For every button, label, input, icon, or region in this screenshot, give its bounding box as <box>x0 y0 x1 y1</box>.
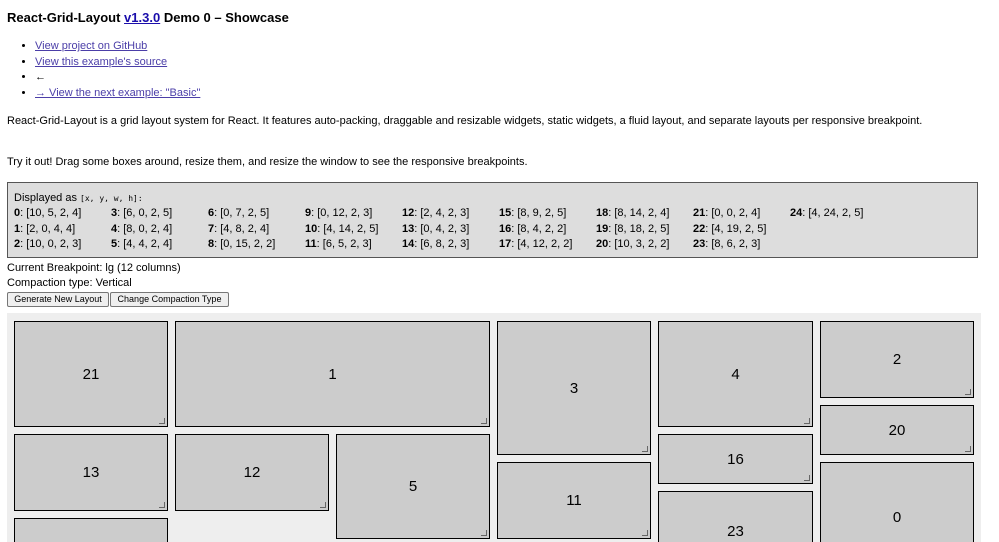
layout-entry <box>14 223 75 235</box>
layout-entry-id: 5 <box>111 238 118 250</box>
layout-entry-id: 19 <box>596 222 609 235</box>
layout-entry <box>693 207 760 219</box>
layout-display <box>7 182 978 258</box>
layout-entry-value: [0, 12, 2, 3] <box>317 207 373 219</box>
grid-item[interactable] <box>497 462 651 539</box>
link-item-next <box>35 86 200 102</box>
grid-item[interactable] <box>820 462 974 542</box>
grid-item[interactable] <box>820 321 974 398</box>
layout-entry-id: 11 <box>305 238 317 250</box>
layout-entry-id: 18 <box>596 207 609 219</box>
layout-entry-separator: : <box>214 207 221 219</box>
layout-entry <box>790 207 863 219</box>
next-example-link[interactable]: → View the next example: "Basic" <box>35 86 201 99</box>
layout-entry-value: [8, 6, 2, 3] <box>711 238 761 250</box>
layout-entry-separator: : <box>802 207 809 219</box>
layout-entry <box>693 238 760 250</box>
layout-entry-id: 12 <box>402 207 415 219</box>
layout-entry-id: 21 <box>693 207 706 219</box>
layout-entry-id: 20 <box>596 238 609 250</box>
layout-entry-value: [0, 7, 2, 5] <box>220 207 270 219</box>
generate-layout-button[interactable]: Generate New Layout <box>7 292 109 307</box>
resize-handle-icon[interactable] <box>159 418 165 424</box>
layout-entry-separator: : <box>608 222 615 235</box>
grid-item[interactable] <box>658 434 813 484</box>
layout-entry-separator: : <box>705 222 712 235</box>
grid-item[interactable] <box>175 321 490 427</box>
layout-entry-id: 10 <box>305 222 318 235</box>
layout-entry-separator: : <box>511 207 518 219</box>
layout-entry <box>499 207 566 219</box>
layout-entry-separator: : <box>316 238 323 250</box>
layout-entry <box>14 207 81 219</box>
layout-entry-separator: : <box>117 222 124 235</box>
layout-entry-id: 24 <box>790 207 803 219</box>
layout-entry-value: [8, 0, 2, 4] <box>123 222 173 235</box>
layout-entry <box>208 207 269 219</box>
layout-entry <box>596 223 669 235</box>
layout-entry-value: [8, 14, 2, 4] <box>614 207 670 219</box>
layout-entry-separator: : <box>117 207 124 219</box>
layout-entry-id: 1 <box>14 222 21 235</box>
layout-entry-value: [4, 8, 2, 4] <box>220 222 270 235</box>
grid-item-label: 13 <box>82 464 100 481</box>
layout-entry-value: [10, 5, 2, 4] <box>26 207 82 219</box>
grid-item[interactable] <box>336 434 490 539</box>
layout-entry <box>208 238 275 250</box>
layout-entry <box>111 238 172 250</box>
source-link[interactable]: View this example's source <box>35 55 168 68</box>
try-it-text: Try it out! Drag some boxes around, resize them, and resize the window to see the responsive breakpoints. <box>7 156 528 168</box>
version-link[interactable]: v1.3.0 <box>124 10 161 25</box>
grid-item[interactable] <box>820 405 974 455</box>
layout-entry-separator: : <box>317 222 324 235</box>
layout-entry-value: [10, 3, 2, 2] <box>614 238 670 250</box>
layout-entry-value: [6, 8, 2, 3] <box>420 238 470 250</box>
link-item-github <box>35 39 200 55</box>
resize-handle-icon[interactable] <box>481 418 487 424</box>
layout-entry-separator: : <box>20 222 27 235</box>
layout-entry-value: [4, 19, 2, 5] <box>711 222 767 235</box>
layout-entry <box>693 223 766 235</box>
layout-entry-value: [0, 4, 2, 3] <box>420 222 470 235</box>
layout-entry-value: [10, 0, 2, 3] <box>26 238 82 250</box>
layout-entry <box>402 238 469 250</box>
layout-entry-id: 13 <box>402 222 415 235</box>
layout-entry-separator: : <box>20 207 27 219</box>
layout-entry-separator: : <box>214 238 221 250</box>
layout-entry-id: 17 <box>499 238 512 250</box>
layout-format: [x, y, w, h]: <box>80 194 143 203</box>
layout-entry <box>305 238 372 250</box>
layout-heading-text: Displayed as <box>14 192 77 204</box>
grid-item-label: 23 <box>727 522 744 540</box>
layout-entry-separator: : <box>608 238 615 250</box>
layout-entry <box>305 207 372 219</box>
previous-link[interactable]: ← <box>35 71 46 84</box>
layout-entry-value: [4, 24, 2, 5] <box>808 207 864 219</box>
layout-entry-value: [2, 4, 2, 3] <box>420 207 470 219</box>
layout-entry-id: 6 <box>208 207 215 219</box>
layout-entry <box>596 238 669 250</box>
compaction-type: Compaction type: Vertical <box>7 277 132 289</box>
layout-entry-separator: : <box>414 222 421 235</box>
github-link[interactable]: View project on GitHub <box>35 40 148 52</box>
layout-entry <box>402 223 469 235</box>
layout-entry-id: 23 <box>693 238 706 250</box>
layout-entry-separator: : <box>705 238 712 250</box>
layout-entry-separator: : <box>311 207 318 219</box>
layout-entry-id: 9 <box>305 207 312 219</box>
layout-entry-value: [8, 18, 2, 5] <box>614 222 670 235</box>
layout-entry-separator: : <box>414 238 421 250</box>
layout-entry-value: [4, 14, 2, 5] <box>323 222 379 235</box>
title-suffix: Demo 0 – Showcase <box>163 10 289 25</box>
current-breakpoint: Current Breakpoint: lg (12 columns) <box>7 262 181 274</box>
layout-entry-separator: : <box>511 222 518 235</box>
grid-item-label: 2 <box>892 351 902 368</box>
layout-entry <box>111 223 172 235</box>
layout-entry-separator: : <box>20 238 27 250</box>
layout-entry <box>111 207 172 219</box>
resize-handle-icon[interactable] <box>804 475 810 481</box>
change-compaction-button[interactable]: Change Compaction Type <box>110 292 229 307</box>
layout-entry-value: [0, 0, 2, 4] <box>711 207 761 219</box>
resize-handle-icon[interactable] <box>965 389 971 395</box>
links-list <box>7 39 200 101</box>
link-item-previous <box>35 70 200 86</box>
grid-item-label: 5 <box>408 478 418 495</box>
layout-entry <box>596 207 669 219</box>
resize-handle-icon[interactable] <box>642 530 648 536</box>
layout-entry-value: [4, 4, 2, 4] <box>123 238 173 250</box>
grid-item-label: 4 <box>731 365 740 383</box>
layout-entry <box>14 238 81 250</box>
grid-item-label: 12 <box>243 464 261 481</box>
intro-text: React-Grid-Layout is a grid layout system for React. It features auto-packing, draggable and resizable widgets, static widgets, a fluid layout, and separate layouts per responsive breakpoint. <box>7 115 923 127</box>
layout-entry-id: 7 <box>208 222 215 235</box>
layout-entry-separator: : <box>608 207 615 219</box>
layout-entry-value: [0, 15, 2, 2] <box>220 238 276 250</box>
layout-entry-id: 2 <box>14 238 21 250</box>
grid-item-label: 16 <box>727 450 744 468</box>
layout-entry <box>402 207 469 219</box>
layout-entry-id: 15 <box>499 207 512 219</box>
layout-entry-separator: : <box>214 222 221 235</box>
layout-entry-separator: : <box>705 207 712 219</box>
resize-handle-icon[interactable] <box>320 502 326 508</box>
layout-entry-value: [4, 12, 2, 2] <box>517 238 573 250</box>
layout-entry <box>499 223 566 235</box>
grid-item[interactable] <box>658 491 813 542</box>
layout-entry-value: [8, 9, 2, 5] <box>517 207 567 219</box>
layout-entry-id: 22 <box>693 222 706 235</box>
layout-entry-separator: : <box>414 207 421 219</box>
grid-item[interactable] <box>658 321 813 427</box>
layout-entry-id: 14 <box>402 238 415 250</box>
resize-handle-icon[interactable] <box>804 418 810 424</box>
layout-entry <box>305 223 378 235</box>
layout-entry-separator: : <box>117 238 124 250</box>
layout-entry-value: [6, 5, 2, 3] <box>322 238 372 250</box>
layout-entry-value: [2, 0, 4, 4] <box>26 222 76 235</box>
layout-entry-separator: : <box>511 238 518 250</box>
grid-item[interactable] <box>14 434 168 511</box>
grid-item-label: 1 <box>328 365 337 383</box>
layout-entry-id: 0 <box>14 207 21 219</box>
grid-item[interactable] <box>14 518 168 542</box>
resize-handle-icon[interactable] <box>481 530 487 536</box>
layout-entry <box>208 223 269 235</box>
layout-entry-id: 4 <box>111 222 118 235</box>
resize-handle-icon[interactable] <box>159 502 165 508</box>
grid-item[interactable] <box>14 321 168 427</box>
layout-entry <box>499 238 572 250</box>
layout-entry-id: 3 <box>111 207 118 219</box>
grid-item-label: 0 <box>892 509 902 526</box>
layout-entry-value: [6, 0, 2, 5] <box>123 207 173 219</box>
page-title <box>7 10 289 25</box>
resize-handle-icon[interactable] <box>965 446 971 452</box>
title-prefix: React-Grid-Layout <box>7 10 121 25</box>
layout-entry-id: 16 <box>499 222 512 235</box>
grid-item-label: 3 <box>569 379 579 397</box>
grid-item[interactable] <box>175 434 329 511</box>
link-item-source <box>35 55 200 71</box>
grid-item-label: 11 <box>566 492 582 509</box>
grid-item[interactable] <box>497 321 651 455</box>
grid-layout <box>7 313 981 542</box>
layout-entry-id: 8 <box>208 238 215 250</box>
grid-item-label: 20 <box>888 421 906 439</box>
grid-item-label: 21 <box>82 365 100 383</box>
layout-display-heading <box>14 192 143 204</box>
resize-handle-icon[interactable] <box>642 446 648 452</box>
layout-entry-value: [8, 4, 2, 2] <box>517 222 567 235</box>
